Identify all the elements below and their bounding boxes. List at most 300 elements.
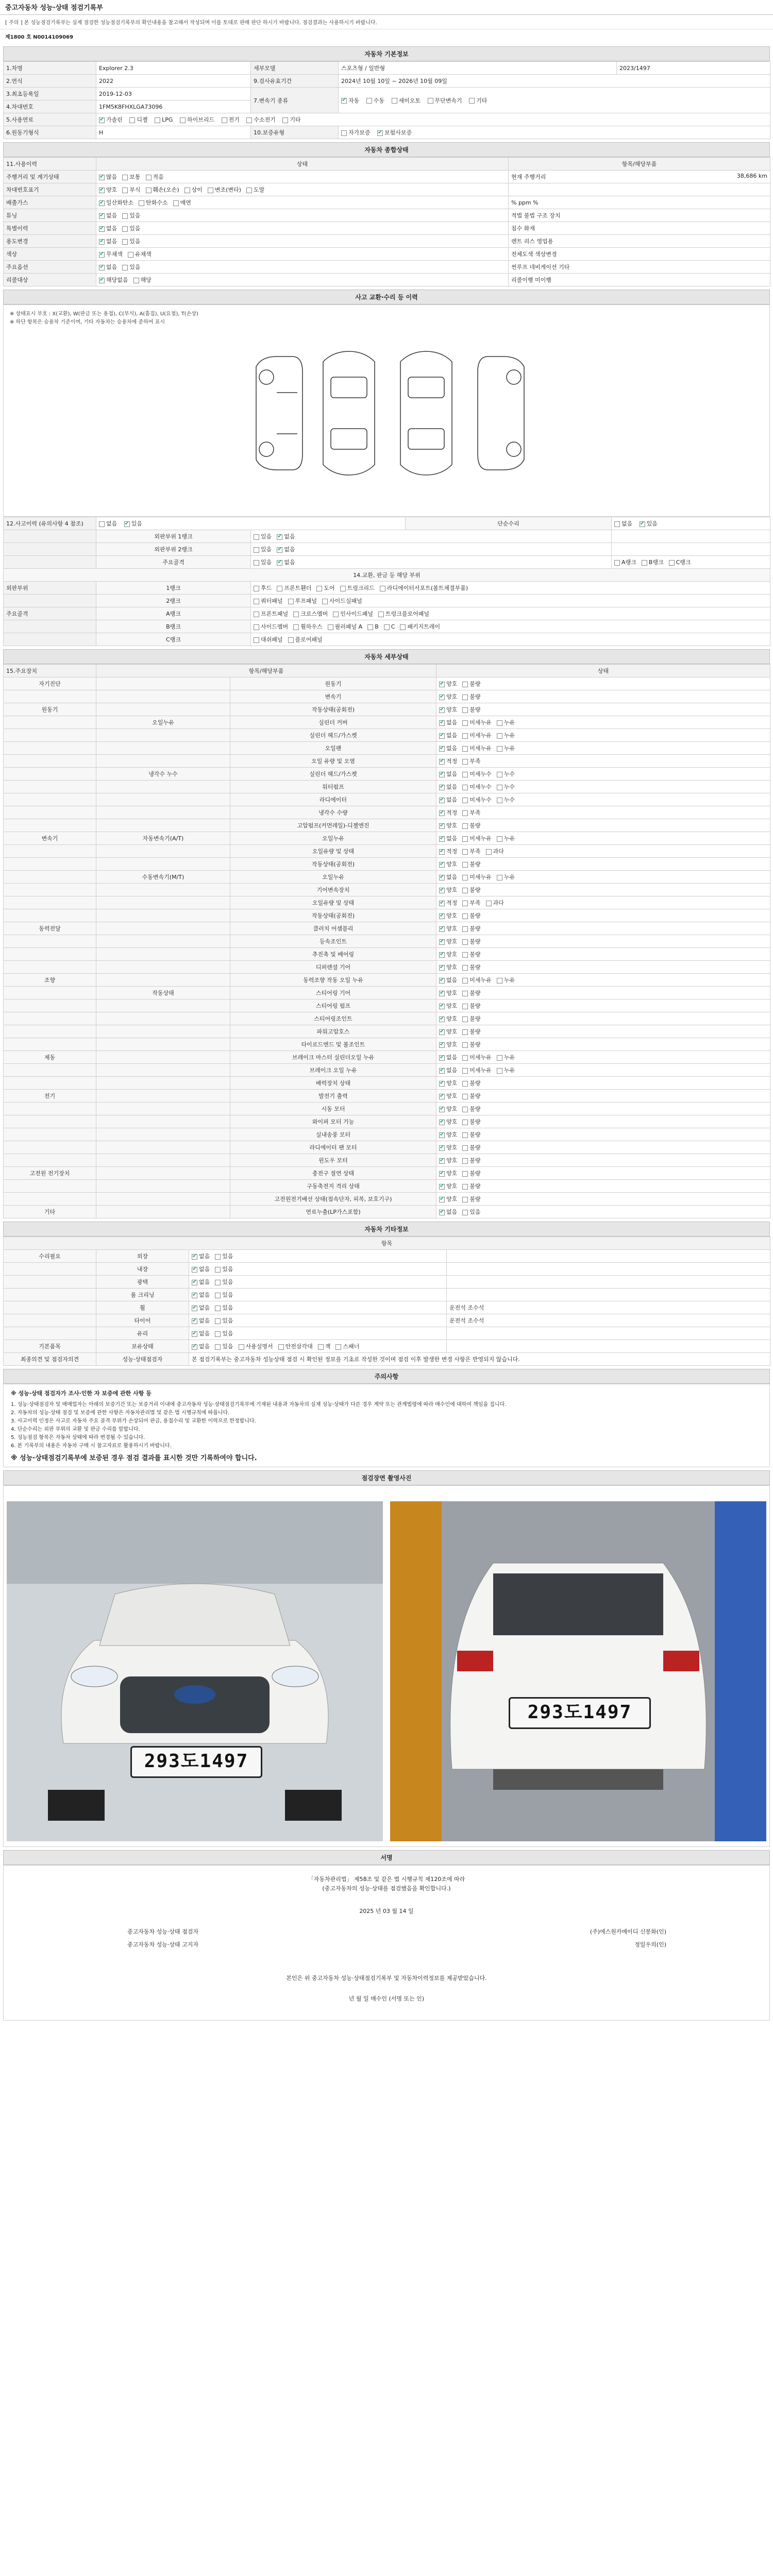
- checkbox[interactable]: [439, 1068, 445, 1074]
- summary-row: 튜닝 ✔ 없음 있음 적법 불법 구조 장치: [4, 209, 770, 222]
- option: 누유: [497, 1067, 515, 1074]
- checkbox[interactable]: [497, 836, 502, 842]
- summary-table: 11.사용이력 상태 항목/해당부품 주행거리 및 계기상태 ✔ 많음 보통 적음 현재 주행거리 38,686 km 차대번호표기 ✔ 양호 부식 훼손(오손) 상이 변조(변타) 도말 배출가스 ✔ 일산화탄소 탄화수소 매연 % ppm % 튜닝 ✔ 없음 있음 적법 불법 구조 장치 특별이력 ✔ 없음 있음 침수 화재 용도변경 ✔ 없음 있음 렌트 리스 영업용 색상 ✔ 무채색 유채색 전체도색 색상변경 주요옵션 ✔ 없음 있음 썬루프 네비게이션 기타 리콜대상 ✔ 해당없음 해당 리콜이행 미이행: [3, 157, 770, 286]
- checkbox[interactable]: [497, 733, 502, 739]
- checkbox[interactable]: [439, 1120, 445, 1125]
- notice-text: [ 주의 ] 본 성능점검기록부는 실제 점검한 성능점검기록부의 확인내용을 참고해서 작성되며 이를 토대로 판매 판단 하시기 바랍니다. 점검결과는 사용하시기 바랍니다.: [0, 15, 773, 29]
- checkbox[interactable]: [215, 1344, 221, 1350]
- detail-row: 변속기 자동변속기(A/T) 오일누유 ✔ 없음 미세누유 누유: [4, 832, 770, 845]
- option: ✔ 해당없음: [99, 277, 128, 283]
- checkbox[interactable]: [462, 798, 468, 803]
- option: 크로스멤버: [293, 611, 328, 617]
- checkbox[interactable]: [277, 534, 282, 540]
- option: 누유: [497, 745, 515, 752]
- checkbox[interactable]: [462, 888, 468, 893]
- option: ✔ 없음: [439, 784, 457, 790]
- checkbox[interactable]: [316, 586, 322, 591]
- checkbox[interactable]: [439, 1184, 445, 1190]
- detail-row: 스티어링 펌프 ✔ 양호 불량: [4, 999, 770, 1012]
- front-photo: [7, 1501, 383, 1841]
- checkbox[interactable]: [180, 117, 186, 123]
- option: 있음: [215, 1317, 233, 1324]
- checkbox[interactable]: [215, 1318, 221, 1324]
- checkbox[interactable]: [462, 991, 468, 996]
- option: 미세누유: [462, 745, 492, 752]
- checkbox[interactable]: [254, 547, 259, 553]
- option: 불량: [462, 1131, 480, 1138]
- checkbox[interactable]: [124, 521, 130, 527]
- checkbox[interactable]: [215, 1293, 221, 1298]
- checkbox[interactable]: [318, 1344, 324, 1350]
- detail-row: 전기 발전기 출력 ✔ 양호 불량: [4, 1090, 770, 1103]
- checkbox[interactable]: [99, 239, 105, 245]
- checkbox[interactable]: [328, 624, 333, 630]
- other-header: 자동차 기타정보: [3, 1222, 770, 1236]
- checkbox[interactable]: [462, 810, 468, 816]
- checkbox[interactable]: [439, 759, 445, 765]
- checkbox[interactable]: [384, 624, 390, 630]
- option: 플로어패널: [288, 636, 323, 643]
- checkbox[interactable]: [99, 200, 105, 206]
- detail-row: 와이퍼 모터 기능 ✔ 양호 불량: [4, 1115, 770, 1128]
- checkbox[interactable]: [122, 226, 128, 232]
- checkbox[interactable]: [462, 772, 468, 777]
- checkbox[interactable]: [486, 901, 492, 906]
- checkbox[interactable]: [439, 991, 445, 996]
- checkbox[interactable]: [99, 252, 105, 258]
- checkbox[interactable]: [439, 733, 445, 739]
- option: 도어: [316, 585, 334, 591]
- checkbox[interactable]: [462, 836, 468, 842]
- checkbox[interactable]: [462, 1158, 468, 1164]
- checkbox[interactable]: [155, 117, 160, 123]
- option: ✔ 양호: [439, 1041, 457, 1048]
- option: ✔ 없음: [439, 745, 457, 752]
- checkbox[interactable]: [341, 98, 347, 104]
- checkbox[interactable]: [497, 1055, 502, 1061]
- checkbox[interactable]: [439, 772, 445, 777]
- checkbox[interactable]: [439, 810, 445, 816]
- option: ✔ 양호: [439, 1093, 457, 1099]
- checkbox[interactable]: [439, 682, 445, 687]
- checkbox[interactable]: [277, 586, 282, 591]
- checkbox[interactable]: [439, 862, 445, 868]
- option: ✔ 없음: [277, 559, 295, 566]
- checkbox[interactable]: [133, 278, 139, 283]
- option: 미세누유: [462, 719, 492, 726]
- summary-row: 주요옵션 ✔ 없음 있음 썬루프 네비게이션 기타: [4, 261, 770, 274]
- detail-row: 고전원 전기장치 충전구 절연 상태 ✔ 양호 불량: [4, 1167, 770, 1180]
- summary-row: 특별이력 ✔ 없음 있음 침수 화재: [4, 222, 770, 235]
- option: 불량: [462, 1170, 480, 1177]
- checkbox[interactable]: [462, 952, 468, 958]
- checkbox[interactable]: [462, 978, 468, 984]
- checkbox[interactable]: [122, 265, 128, 270]
- option: ✔ 무채색: [99, 251, 123, 258]
- checkbox[interactable]: [497, 978, 502, 984]
- checkbox[interactable]: [192, 1293, 197, 1298]
- detail-row: 고압펌프(커먼레일)-디젤엔진 ✔ 양호 불량: [4, 819, 770, 832]
- checkbox[interactable]: [122, 213, 128, 219]
- checkbox[interactable]: [254, 612, 259, 617]
- option: ✔ 양호: [439, 706, 457, 713]
- option: ✔ 양호: [439, 964, 457, 971]
- note-line: 5. 성능점검 항목은 자동차 상태에 따라 변경될 수 있습니다.: [11, 1435, 145, 1440]
- checkbox[interactable]: [277, 547, 282, 553]
- checkbox[interactable]: [439, 720, 445, 726]
- checkbox[interactable]: [497, 746, 502, 752]
- checkbox[interactable]: [99, 226, 105, 232]
- option: 불량: [462, 1041, 480, 1048]
- summary-row: 차대번호표기 ✔ 양호 부식 훼손(오손) 상이 변조(변타) 도말: [4, 183, 770, 196]
- detail-row: 변속기 ✔ 양호 불량: [4, 690, 770, 703]
- checkbox[interactable]: [341, 130, 347, 136]
- checkbox[interactable]: [462, 939, 468, 945]
- detail-row: 타이로드엔드 및 볼조인트 ✔ 양호 불량: [4, 1038, 770, 1051]
- checkbox[interactable]: [462, 1016, 468, 1022]
- checkbox[interactable]: [282, 117, 288, 123]
- checkbox[interactable]: [669, 560, 675, 566]
- fuel-options: ✔ 가솔린 디젤 LPG 하이브리드 전기 수소전기 기타: [96, 113, 770, 126]
- checkbox[interactable]: [99, 265, 105, 270]
- checkbox[interactable]: [439, 965, 445, 971]
- option: ✔ 양호: [439, 1106, 457, 1112]
- checkbox[interactable]: [614, 560, 620, 566]
- checkbox[interactable]: [367, 624, 373, 630]
- note-line: 2. 자동차의 성능·상태 점검 및 보증에 관한 사항은 자동차관리법 및 같은 법 시행규칙에 따릅니다.: [11, 1410, 230, 1416]
- checkbox[interactable]: [439, 1081, 445, 1087]
- checkbox[interactable]: [469, 98, 475, 104]
- checkbox[interactable]: [278, 1344, 284, 1350]
- accident-header: 사고 교환·수리 등 이력: [3, 290, 770, 304]
- option: 불량: [462, 887, 480, 893]
- checkbox[interactable]: [462, 1210, 468, 1215]
- checkbox[interactable]: [99, 175, 105, 180]
- option: ✔ 양호: [439, 861, 457, 868]
- checkbox[interactable]: [246, 117, 252, 123]
- option: 매연: [173, 199, 191, 206]
- checkbox[interactable]: [439, 901, 445, 906]
- detail-row: 냉각수 누수 실린더 헤드/가스켓 ✔ 없음 미세누수 누수: [4, 768, 770, 781]
- sign-header: 서명: [3, 1850, 770, 1865]
- checkbox[interactable]: [462, 759, 468, 765]
- checkbox[interactable]: [99, 213, 105, 219]
- checkbox[interactable]: [462, 720, 468, 726]
- checkbox[interactable]: [462, 849, 468, 855]
- checkbox[interactable]: [378, 612, 384, 617]
- checkbox[interactable]: [439, 939, 445, 945]
- checkbox[interactable]: [215, 1306, 221, 1311]
- checkbox[interactable]: [439, 978, 445, 984]
- detail-header: 자동차 세부상태: [3, 649, 770, 664]
- checkbox[interactable]: [322, 599, 328, 604]
- checkbox[interactable]: [122, 239, 128, 245]
- checkbox[interactable]: [222, 117, 227, 123]
- checkbox[interactable]: [497, 785, 502, 790]
- photos-block: [3, 1485, 770, 1847]
- option: ✔ 없음: [277, 533, 295, 540]
- checkbox[interactable]: [99, 117, 105, 123]
- checkbox[interactable]: [439, 1171, 445, 1177]
- option: 불량: [462, 1028, 480, 1035]
- option: 있음: [122, 238, 140, 245]
- checkbox[interactable]: [192, 1280, 197, 1285]
- option: 미세누수: [462, 771, 492, 777]
- checkbox[interactable]: [254, 586, 259, 591]
- checkbox[interactable]: [439, 926, 445, 932]
- checkbox[interactable]: [462, 1068, 468, 1074]
- checkbox[interactable]: [192, 1331, 197, 1337]
- checkbox[interactable]: [377, 130, 383, 136]
- checkbox[interactable]: [497, 1068, 502, 1074]
- checkbox[interactable]: [462, 1042, 468, 1048]
- option: 해당: [133, 277, 152, 283]
- accident-row: 외판부위 1랭크 있음✔ 없음: [4, 530, 770, 543]
- checkbox[interactable]: [439, 1042, 445, 1048]
- detail-row: 배력장치 상태 ✔ 양호 불량: [4, 1077, 770, 1090]
- option: 불량: [462, 1015, 480, 1022]
- option: ✔ 양호: [439, 1157, 457, 1164]
- checkbox[interactable]: [428, 98, 433, 104]
- option: ✔ 없음: [192, 1343, 210, 1350]
- checkbox[interactable]: [439, 1158, 445, 1164]
- checkbox[interactable]: [462, 1081, 468, 1087]
- checkbox[interactable]: [462, 733, 468, 739]
- checkbox[interactable]: [439, 1016, 445, 1022]
- checkbox[interactable]: [293, 612, 299, 617]
- checkbox[interactable]: [462, 694, 468, 700]
- checkbox[interactable]: [439, 1004, 445, 1009]
- accident-row: 12.사고이력 (유의사항 4 참조) 없음 ✔ 있음 단순수리 없음 ✔ 있음: [4, 517, 770, 530]
- checkbox[interactable]: [462, 682, 468, 687]
- checkbox[interactable]: [462, 965, 468, 971]
- option: ✔ 없음: [192, 1304, 210, 1311]
- checkbox[interactable]: [497, 875, 502, 880]
- option: 불량: [462, 706, 480, 713]
- checkbox[interactable]: [192, 1344, 197, 1350]
- checkbox[interactable]: [99, 521, 105, 527]
- option: 변조(변타): [208, 187, 241, 193]
- checkbox[interactable]: [462, 1004, 468, 1009]
- checkbox[interactable]: [254, 624, 259, 630]
- checkbox[interactable]: [462, 1120, 468, 1125]
- checkbox[interactable]: [439, 849, 445, 855]
- option: ✔ 없음: [439, 771, 457, 777]
- option: B랭크: [642, 559, 664, 566]
- checkbox[interactable]: [439, 913, 445, 919]
- checkbox[interactable]: [192, 1267, 197, 1273]
- checkbox[interactable]: [277, 560, 282, 566]
- checkbox[interactable]: [439, 1029, 445, 1035]
- option: 불량: [462, 1080, 480, 1087]
- option: 프론트패널: [254, 611, 288, 617]
- option: 불량: [462, 1093, 480, 1099]
- option: ✔ 없음: [439, 1054, 457, 1061]
- option: 불량: [462, 912, 480, 919]
- checkbox[interactable]: [497, 798, 502, 803]
- checkbox[interactable]: [392, 98, 397, 104]
- option: B: [367, 623, 379, 630]
- option: ✔ 양호: [439, 1144, 457, 1151]
- checkbox[interactable]: [439, 952, 445, 958]
- option: 있음: [215, 1279, 233, 1285]
- checkbox[interactable]: [439, 1132, 445, 1138]
- checkbox[interactable]: [215, 1267, 221, 1273]
- checkbox[interactable]: [642, 560, 647, 566]
- option: 불량: [462, 861, 480, 868]
- option: C: [384, 623, 395, 630]
- checkbox[interactable]: [439, 798, 445, 803]
- checkbox[interactable]: [254, 560, 259, 566]
- checkbox[interactable]: [462, 1145, 468, 1151]
- checkbox[interactable]: [146, 175, 152, 180]
- option: 있음: [215, 1253, 233, 1260]
- option: ✔ 양호: [439, 1003, 457, 1009]
- checkbox[interactable]: [462, 1184, 468, 1190]
- checkbox[interactable]: [439, 875, 445, 880]
- checkbox[interactable]: [640, 521, 645, 527]
- checkbox[interactable]: [439, 888, 445, 893]
- checkbox[interactable]: [439, 1055, 445, 1061]
- option: ✔ 없음: [99, 264, 117, 270]
- detail-row: 라디에이터 팬 모터 ✔ 양호 불량: [4, 1141, 770, 1154]
- checkbox[interactable]: [215, 1331, 221, 1337]
- checkbox[interactable]: [400, 624, 406, 630]
- checkbox[interactable]: [122, 188, 128, 193]
- option: ✔ 양호: [439, 990, 457, 996]
- checkbox[interactable]: [288, 599, 294, 604]
- accident-table: 12.사고이력 (유의사항 4 참조) 없음 ✔ 있음 단순수리 없음 ✔ 있음 외판부위 1랭크 있음✔ 없음 외판부위 2랭크 있음✔ 없음 주요골격 있음✔ 없음 A랭크 B랭크 C랭크 14.교환, 판금 등 해당 부위 외판부위 1랭크 후드 프론트휀더 도어 트렁크리드 라디에이터서포트(볼트체결부품) 2랭크 쿼터패널 루프패널 사이드실패널 주요골격 A랭크 프론트패널 크로스멤버 인사이드패널 트렁크플로어패널 B랭크 사이드멤버 휠하우스 필러패널 A B C 패키지트레이 C랭크 대쉬패널 플로어패널: [3, 517, 770, 646]
- checkbox[interactable]: [208, 188, 213, 193]
- option: 미세누수: [462, 784, 492, 790]
- warranty-options: 자가보증 ✔ 보험사보증: [339, 126, 770, 139]
- checkbox[interactable]: [462, 875, 468, 880]
- checkbox[interactable]: [99, 188, 105, 193]
- checkbox[interactable]: [462, 901, 468, 906]
- option: 있음: [215, 1330, 233, 1337]
- option: ✔ 없음: [439, 719, 457, 726]
- checkbox[interactable]: [129, 117, 135, 123]
- checkbox[interactable]: [128, 252, 133, 258]
- checkbox[interactable]: [139, 200, 144, 206]
- option: 누수: [497, 796, 515, 803]
- checkbox[interactable]: [439, 1107, 445, 1112]
- checkbox[interactable]: [614, 521, 620, 527]
- checkbox[interactable]: [215, 1280, 221, 1285]
- checkbox[interactable]: [497, 720, 502, 726]
- option: 과다: [486, 900, 504, 906]
- option: ✔ 없음: [192, 1253, 210, 1260]
- option: A랭크: [614, 559, 636, 566]
- checkbox[interactable]: [439, 836, 445, 842]
- other-row: 광택 ✔ 없음 있음: [4, 1276, 770, 1289]
- option: 누유: [497, 874, 515, 880]
- checkbox[interactable]: [497, 772, 502, 777]
- checkbox[interactable]: [335, 1344, 341, 1350]
- option: ✔ 양호: [439, 951, 457, 958]
- vehicle-diagram: [3, 304, 770, 517]
- checkbox[interactable]: [439, 1145, 445, 1151]
- checkbox[interactable]: [340, 586, 346, 591]
- checkbox[interactable]: [462, 1197, 468, 1202]
- option: ✔ 양호: [439, 1196, 457, 1202]
- checkbox[interactable]: [192, 1254, 197, 1260]
- checkbox[interactable]: [246, 188, 252, 193]
- signature-block: 「자동차관리법」 제58조 및 같은 법 시행규칙 제120조에 따라 (중고자동차의 성능·상태를 점검했음을 확인합니다.) 2025 년 03 월 14 일 중고자동차 성능·상태 점검자 (주)에스원카메이디 신봉화(인) 중고자동차 성능·상태 고지자 정일우의(인) 본인은 위 중고자동차 성능·상태점검기록부 및 자동차이력정보를 제공받았습니다. 년 월 일 매수인 (서명 또는 인): [3, 1865, 770, 2021]
- checkbox[interactable]: [462, 862, 468, 868]
- rear-photo: [390, 1501, 766, 1841]
- checkbox[interactable]: [439, 1094, 445, 1099]
- checkbox[interactable]: [146, 188, 152, 193]
- option: ✔ 없음: [439, 835, 457, 842]
- checkbox[interactable]: [254, 637, 259, 643]
- checkbox[interactable]: [254, 534, 259, 540]
- checkbox[interactable]: [173, 200, 179, 206]
- checkbox[interactable]: [439, 1210, 445, 1215]
- checkbox[interactable]: [215, 1254, 221, 1260]
- checkbox[interactable]: [293, 624, 299, 630]
- option: 미세누수: [462, 796, 492, 803]
- checkbox[interactable]: [99, 278, 105, 283]
- detail-row: 추진축 및 베어링 ✔ 양호 불량: [4, 948, 770, 961]
- option: 있음: [215, 1266, 233, 1273]
- checkbox[interactable]: [462, 1171, 468, 1177]
- detail-row: 조향 동력조향 작동 오일 누유 ✔ 없음 미세누유 누유: [4, 974, 770, 987]
- option: 부족: [462, 809, 480, 816]
- checkbox[interactable]: [462, 785, 468, 790]
- checkbox[interactable]: [462, 1029, 468, 1035]
- detail-row: 제동 브레이크 마스터 실린더오일 누유 ✔ 없음 미세누유 누유: [4, 1051, 770, 1064]
- checkbox[interactable]: [122, 175, 128, 180]
- checkbox[interactable]: [439, 823, 445, 829]
- detail-row: 고전원전기배선 상태(접속단자, 피복, 보호기구) ✔ 양호 불량: [4, 1193, 770, 1206]
- detail-row: 작동상태(공회전) ✔ 양호 불량: [4, 858, 770, 871]
- checkbox[interactable]: [184, 188, 190, 193]
- checkbox[interactable]: [254, 599, 259, 604]
- checkbox[interactable]: [366, 98, 372, 104]
- checkbox[interactable]: [462, 707, 468, 713]
- checkbox[interactable]: [192, 1318, 197, 1324]
- option: ✔ 양호: [439, 1131, 457, 1138]
- checkbox[interactable]: [462, 1094, 468, 1099]
- checkbox[interactable]: [439, 746, 445, 752]
- checkbox[interactable]: [288, 637, 294, 643]
- option: 미세누유: [462, 1067, 492, 1074]
- checkbox[interactable]: [462, 1107, 468, 1112]
- photos-header: 점검장면 촬영사진: [3, 1470, 770, 1485]
- checkbox[interactable]: [462, 1055, 468, 1061]
- checkbox[interactable]: [486, 849, 492, 855]
- option: 있음: [254, 546, 272, 553]
- checkbox[interactable]: [462, 823, 468, 829]
- detail-row: 오일팬 ✔ 없음 미세누유 누유: [4, 742, 770, 755]
- checkbox[interactable]: [192, 1306, 197, 1311]
- checkbox[interactable]: [439, 785, 445, 790]
- checkbox[interactable]: [439, 707, 445, 713]
- checkbox[interactable]: [439, 694, 445, 700]
- checkbox[interactable]: [462, 926, 468, 932]
- checkbox[interactable]: [462, 913, 468, 919]
- summary-header: 자동차 종합상태: [3, 142, 770, 157]
- checkbox[interactable]: [380, 586, 385, 591]
- checkbox[interactable]: [333, 612, 339, 617]
- checkbox[interactable]: [439, 1197, 445, 1202]
- checkbox[interactable]: [462, 746, 468, 752]
- checkbox[interactable]: [462, 1132, 468, 1138]
- note-line: 6. 본 기록부의 내용은 자동차 구매 시 참고자료로 활용하시기 바랍니다.: [11, 1443, 172, 1449]
- option: ✔ 없음: [439, 874, 457, 880]
- checkbox[interactable]: [239, 1344, 244, 1350]
